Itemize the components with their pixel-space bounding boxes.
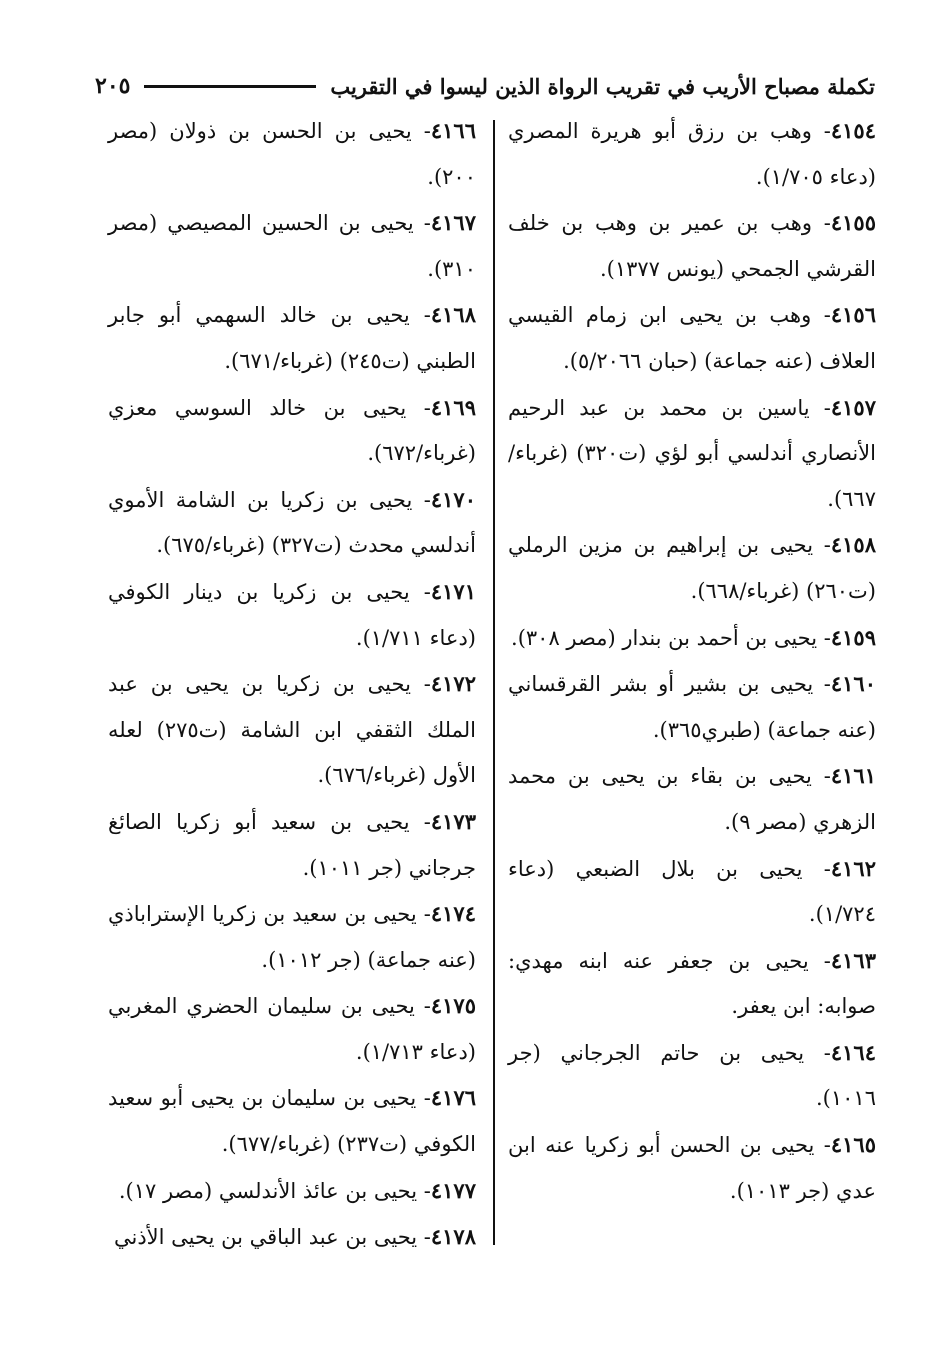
entry-dash: - (811, 764, 831, 789)
biography-entry (508, 200, 876, 292)
biography-entry (508, 938, 876, 1030)
header-rule (144, 85, 316, 88)
entry-text: يحيى بن عبد الباقي بن يحيى الأذني (113, 1225, 418, 1250)
entry-dash: - (808, 948, 831, 973)
biography-entry (508, 522, 876, 614)
biography-entry (508, 292, 876, 384)
entry-number: ٤١٦٢ (830, 855, 876, 881)
entry-dash: - (809, 395, 831, 420)
entry-number: ٤١٦١ (830, 763, 876, 789)
entry-text: يحيى بن زكريا بن دينار الكوفي (دعاء ١/٧١١). (108, 579, 476, 650)
entry-text: يحيى بن بلال الضبعي (دعاء ١/٧٢٤). (508, 856, 876, 927)
entry-number: ٤١٦٦ (430, 118, 476, 143)
entry-number: ٤١٦٣ (830, 947, 876, 973)
biography-entry (108, 799, 476, 891)
biography-entry (108, 200, 476, 292)
entry-number: ٤١٥٤ (830, 118, 876, 143)
entry-number: ٤١٦٥ (830, 1132, 876, 1158)
entry-text: يحيى بن الحسن بن ذولان (مصر ٢٠٠). (108, 119, 476, 189)
entry-dash: - (811, 303, 831, 328)
entry-number: ٤١٥٨ (830, 532, 876, 558)
biography-entry (108, 661, 476, 799)
entry-number: ٤١٧٥ (430, 993, 476, 1019)
biography-entry (508, 846, 876, 938)
entry-text: يحيى بن زكريا بن الشامة الأموي أندلسي محدث (ت٣٢٧) (غرباء/٦٧٥). (108, 487, 476, 558)
column-divider (493, 120, 495, 1245)
entry-number: ٤١٥٥ (830, 210, 876, 236)
biography-entry (508, 385, 876, 523)
entry-text: يحيى بن حاتم الجرجاني (جر ١٠١٦). (508, 1040, 876, 1111)
entry-number: ٤١٦٧ (430, 210, 476, 236)
biography-entry (508, 753, 876, 845)
entry-number: ٤١٦٤ (830, 1039, 876, 1065)
entry-dash: - (813, 533, 831, 558)
biography-entry (108, 891, 476, 983)
entry-text: يحيى بن عائذ الأندلسي (مصر ١٧). (118, 1178, 418, 1203)
entry-dash: - (409, 303, 431, 328)
entry-dash: - (804, 1040, 831, 1065)
biography-entry (108, 477, 476, 569)
left-column (108, 108, 476, 1261)
entry-dash: - (417, 1178, 431, 1203)
entry-text: يحيى بن بشير أو بشر القرقساني (عنه جماعة) (طبري٣٦٥). (508, 672, 876, 742)
entry-dash: - (802, 856, 831, 881)
entry-dash: - (416, 1086, 431, 1111)
entry-dash: - (813, 672, 831, 697)
entry-text: وهب بن رزق أبو هريرة المصري (دعاء ١/٧٠٥). (508, 119, 876, 189)
entry-text: يحيى بن سليمان بن يحيى أبو سعيد الكوفي (ت٢٣٧) (غرباء/٦٧٧). (108, 1086, 476, 1157)
entry-dash: - (814, 1133, 831, 1158)
entry-dash: - (409, 579, 431, 604)
entry-number: ٤١٧١ (430, 578, 476, 604)
entry-dash: - (406, 395, 431, 420)
entry-number: ٤١٧٢ (430, 671, 476, 697)
biography-entry (108, 292, 476, 384)
biography-entry (508, 1030, 876, 1122)
entry-text: ياسين بن محمد بن عبد الرحيم الأنصاري أندلسي أبو لؤي (ت٣٢٠) (غرباء/٦٦٧). (508, 395, 876, 511)
entry-number: ٤١٧٠ (430, 486, 476, 512)
biography-entry (108, 108, 476, 200)
entry-dash: - (416, 902, 431, 927)
right-column (508, 108, 876, 1214)
entry-text: وهب بن يحيى ابن زمام القيسي العلاف (عنه جماعة) (حبان ٥/٢٠٦٦). (508, 303, 876, 373)
entry-number: ٤١٦٩ (430, 394, 476, 420)
biography-entry (108, 983, 476, 1075)
page-number: ٢٠٥ (95, 73, 131, 99)
running-title: تكملة مصباح الأريب في تقريب الرواة الذين ليسوا في التقريب (330, 73, 875, 99)
biography-entry (508, 661, 876, 753)
entry-dash: - (811, 119, 831, 143)
entry-text: يحيى بن سعيد أبو زكريا الصائغ جرجاني (جر ١٠١١). (108, 809, 476, 880)
entry-dash: - (812, 211, 831, 236)
entry-dash: - (413, 211, 431, 236)
entry-text: يحيى بن سعيد بن زكريا الإستراباذي (عنه جماعة) (جر ١٠١٢). (108, 902, 476, 972)
entry-dash: - (817, 625, 831, 650)
entry-text: يحيى بن إبراهيم بن مزين الرملي (ت٢٦٠) (غرباء/٦٦٨). (508, 533, 876, 603)
biography-entry (508, 108, 876, 200)
entry-dash: - (417, 1225, 431, 1250)
entry-dash: - (414, 994, 431, 1019)
entry-number: ٤١٧٨ (430, 1224, 476, 1250)
entry-text: وهب بن عمير بن وهب بن خلف القرشي الجمحي (يونس ١٣٧٧). (508, 211, 876, 281)
biography-entry (108, 569, 476, 661)
entry-text: يحيى بن خالد السهمي أبو جابر الطبني (ت٢٤٥) (غرباء/٦٧١). (108, 303, 476, 373)
entry-number: ٤١٧٧ (430, 1177, 476, 1203)
entry-number: ٤١٧٤ (430, 901, 476, 927)
biography-entry (108, 385, 476, 477)
entry-text: يحيى بن بقاء بن يحيى بن محمد الزهري (مصر ٩). (508, 764, 876, 834)
entry-text: يحيى بن خالد السوسي معزي (غرباء/٦٧٢). (108, 395, 476, 466)
entry-number: ٤١٦٨ (430, 302, 476, 328)
page-header (95, 66, 875, 106)
entry-text: يحيى بن أحمد بن بندار (مصر ٣٠٨). (511, 625, 818, 650)
entry-text: يحيى بن زكريا بن يحيى بن عبد الملك الثقفي ابن الشامة (ت٢٧٥) لعله الأول (غرباء/٦٧٦). (108, 672, 477, 788)
entry-number: ٤١٥٧ (830, 394, 876, 420)
entry-text: يحيى بن سليمان الحضري المغربي (دعاء ١/٧١٣). (108, 994, 476, 1064)
entry-number: ٤١٦٠ (830, 671, 876, 697)
entry-text: يحيى بن الحسين المصيصي (مصر ٣١٠). (108, 211, 476, 281)
entry-text: يحيى بن جعفر عنه ابنه مهدي: صوابه: ابن يعفر. (508, 948, 876, 1019)
entry-dash: - (409, 809, 431, 834)
entry-number: ٤١٧٣ (430, 808, 476, 834)
biography-entry (508, 1122, 876, 1214)
entry-number: ٤١٥٩ (830, 624, 876, 650)
biography-entry (508, 615, 876, 662)
entry-number: ٤١٥٦ (830, 302, 876, 328)
biography-entry (108, 1168, 476, 1215)
entry-dash: - (412, 487, 431, 512)
entry-dash: - (411, 119, 431, 143)
biography-entry (108, 1214, 476, 1261)
entry-text: يحيى بن الحسن أبو زكريا عنه ابن عدي (جر ١٠١٣). (508, 1133, 876, 1203)
biography-entry (108, 1075, 476, 1167)
entry-number: ٤١٧٦ (430, 1085, 477, 1111)
entry-dash: - (410, 672, 431, 697)
